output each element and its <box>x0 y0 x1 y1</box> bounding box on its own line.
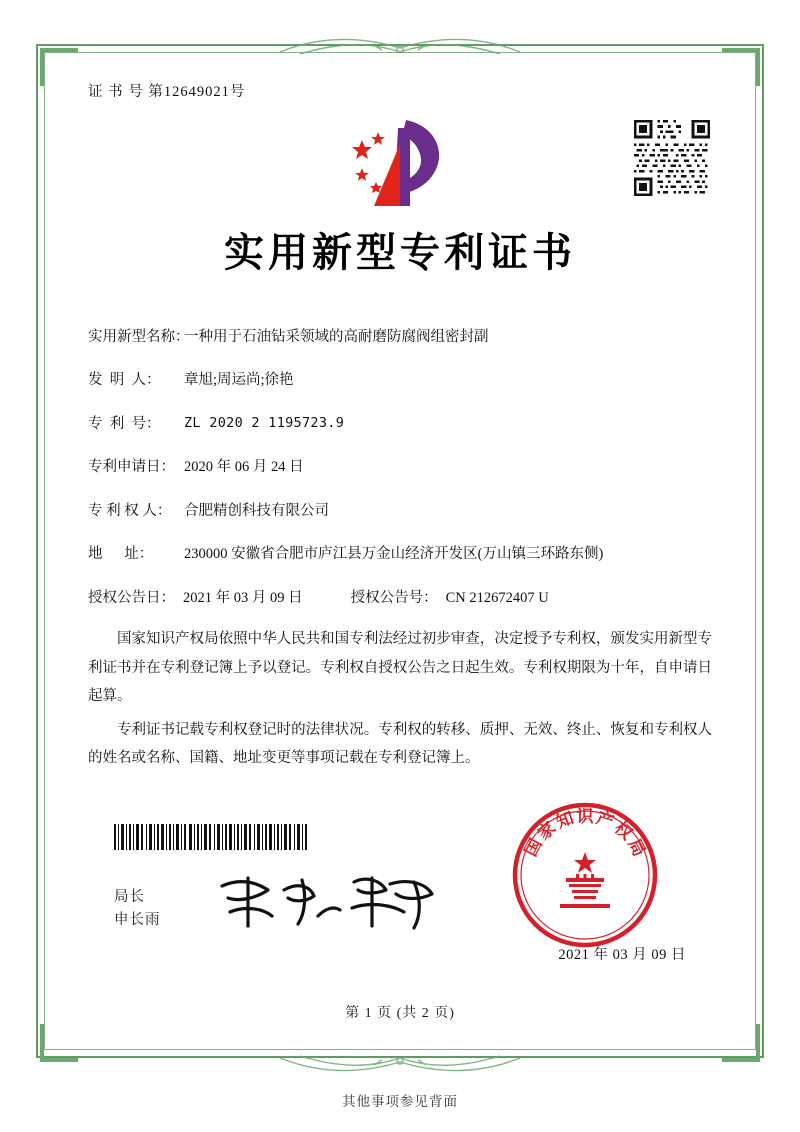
svg-text:局: 局 <box>624 835 650 860</box>
handwritten-signature-icon <box>214 868 444 938</box>
legal-paragraph-2: 专利证书记载专利权登记时的法律状况。专利权的转移、质押、无效、终止、恢复和专利权人的姓名或名称、国籍、地址变更等事项记载在专利登记簿上。 <box>88 722 712 767</box>
svg-text:家: 家 <box>533 818 560 844</box>
svg-text:产: 产 <box>593 808 617 832</box>
field-value: 230000 安徽省合肥市庐江县万金山经济开发区(万山镇三环路东侧) <box>184 546 604 563</box>
certificate-number: 证 书 号 第12649021号 <box>88 84 246 100</box>
field-value: 一种用于石油钻采领域的高耐磨防腐阀组密封副 <box>184 329 489 345</box>
svg-text:识: 识 <box>576 807 594 826</box>
legal-paragraph-1: 国家知识产权局依照中华人民共和国专利法经过初步审查，决定授予专利权，颁发实用新型专利证书并在专利登记簿上予以登记。专利权自授权公告之日起生效。专利权期限为十年，自申请日起算。 <box>88 631 712 704</box>
director-name-label: 申长雨 <box>114 911 161 928</box>
legal-text <box>88 625 712 772</box>
field-label: 授权公告号： <box>350 589 438 606</box>
seal-date: 2021 年 03 月 09 日 <box>558 947 686 963</box>
field-row-name <box>88 326 712 348</box>
signature-block <box>114 886 161 932</box>
field-row-inventors <box>88 369 712 391</box>
certificate-fields <box>88 326 712 609</box>
field-label: 授权公告日： <box>88 589 175 606</box>
page-title: 实用新型专利证书 <box>224 229 576 276</box>
field-row-application-date <box>88 456 712 478</box>
grant-date-group <box>88 587 303 609</box>
field-value: 2021 年 03 月 09 日 <box>183 589 303 606</box>
director-title-label: 局长 <box>114 888 145 905</box>
field-label: 实用新型名称： <box>88 329 190 345</box>
svg-text:国: 国 <box>520 835 546 860</box>
field-label: 专利申请日： <box>88 459 175 476</box>
grant-number-group <box>351 587 549 609</box>
page-number: 第 1 页 (共 2 页) <box>345 1006 455 1021</box>
field-label: 地 址： <box>88 546 154 563</box>
field-row-address <box>88 543 712 565</box>
barcode-icon <box>114 824 310 850</box>
field-label: 发 明 人： <box>88 372 161 389</box>
field-label: 专 利 号： <box>88 415 161 432</box>
svg-text:知: 知 <box>553 808 577 832</box>
flourish-bottom-icon <box>270 1050 530 1076</box>
certificate-content <box>44 52 756 1050</box>
qr-code-icon <box>634 120 710 196</box>
field-row-grant-info <box>88 587 712 609</box>
field-row-patentee <box>88 500 712 522</box>
svg-text:权: 权 <box>610 818 637 844</box>
field-value: ZL 2020 2 1195723.9 <box>184 414 345 431</box>
field-value: 2020 年 06 月 24 日 <box>184 459 304 476</box>
field-value: CN 212672407 U <box>445 589 549 606</box>
official-red-seal-icon <box>510 800 660 950</box>
field-row-patent-number <box>88 413 712 435</box>
field-label: 专 利 权 人： <box>88 502 172 519</box>
cnipa-logo-icon <box>340 114 460 214</box>
field-value: 合肥精创科技有限公司 <box>184 502 329 519</box>
field-value: 章旭;周运尚;徐艳 <box>184 372 294 389</box>
footnote: 其他事项参见背面 <box>342 1094 458 1109</box>
